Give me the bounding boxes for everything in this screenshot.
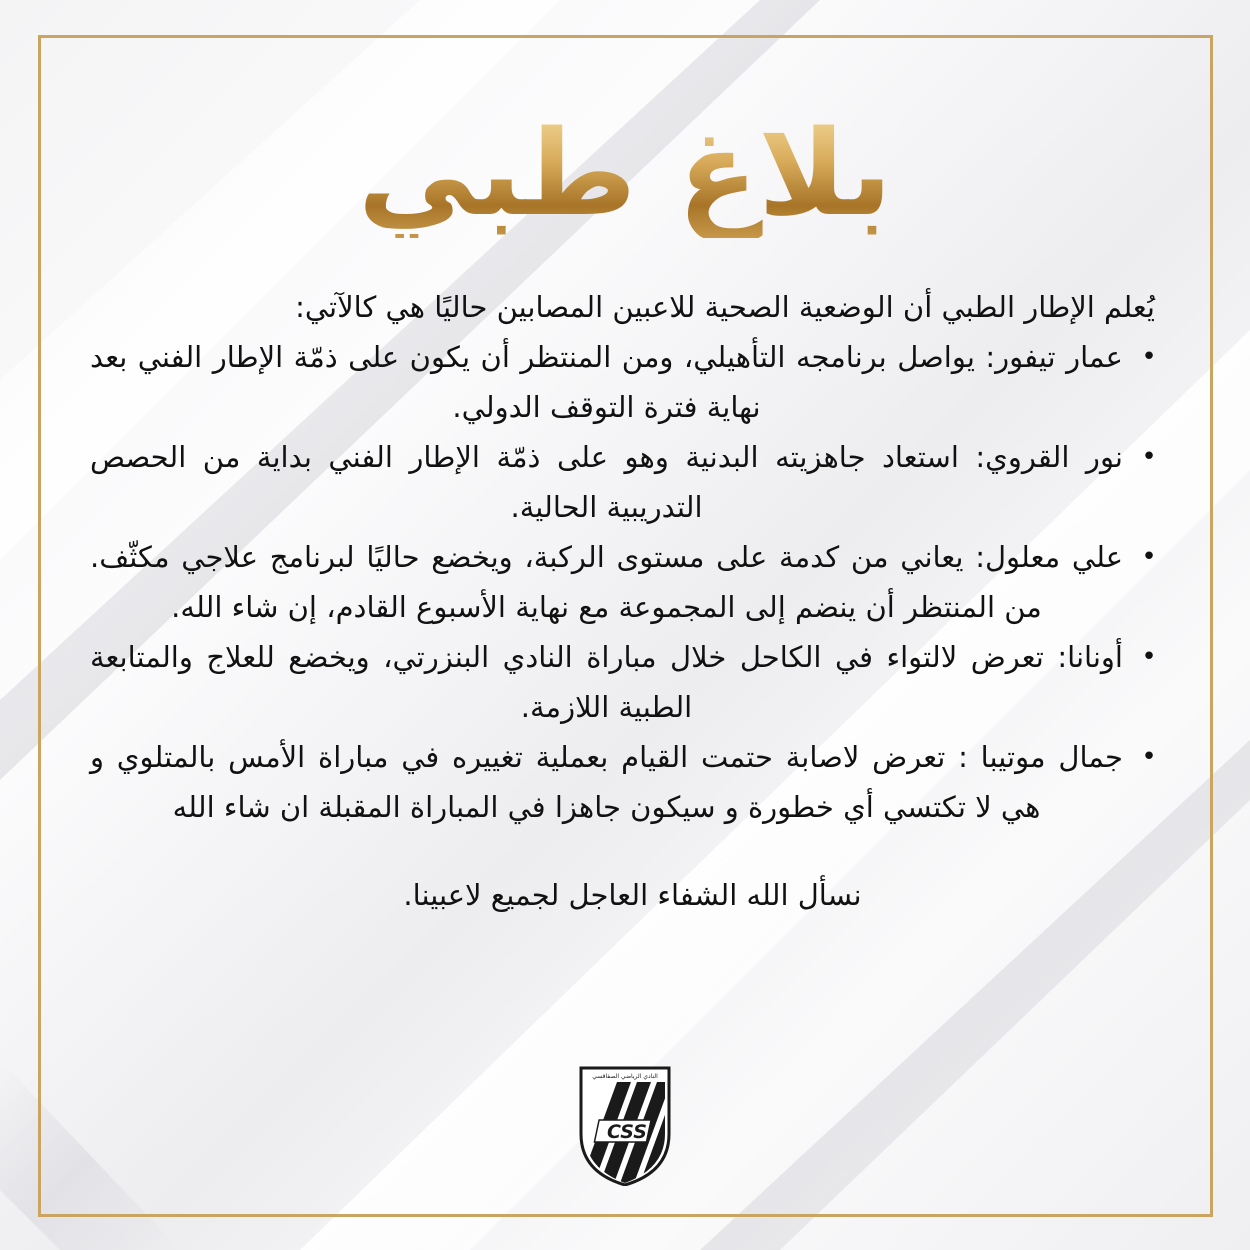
bullet-icon: • [1141, 642, 1157, 672]
bullet-icon: • [1141, 342, 1157, 372]
crest-letters: CSS [607, 1121, 647, 1143]
list-item-text: نور القروي: استعاد جاهزيته البدنية وهو على ذمّة الإطار الفني بداية من الحصص التدريبية الحالية. [90, 440, 1123, 524]
intro-text: يُعلم الإطار الطبي أن الوضعية الصحية للاعبين المصابين حاليًا هي كالآتي: [295, 290, 1155, 324]
closing-text: نسأل الله الشفاء العاجل لجميع لاعبينا. [403, 878, 862, 912]
announcement-body [90, 282, 1175, 949]
crest-arc-text: النادي الرياضي الصفاقسي [592, 1073, 658, 1080]
club-crest-logo [577, 1064, 673, 1186]
list-item [90, 532, 1175, 632]
list-item-text: عمار تيفور: يواصل برنامجه التأهيلي، ومن المنتظر أن يكون على ذمّة الإطار الفني بعد نهاية فترة التوقف الدولي. [90, 340, 1123, 424]
list-item-text: علي معلول: يعاني من كدمة على مستوى الركبة، ويخضع حاليًا لبرنامج علاجي مكثّف. من المنتظر أن ينضم إلى المجموعة مع نهاية الأسبوع القادم، إن شاء الله. [90, 540, 1123, 624]
list-item-text: أونانا: تعرض لالتواء في الكاحل خلال مباراة النادي البنزرتي، ويخضع للعلاج والمتابعة الطبية اللازمة. [90, 640, 1123, 724]
bullet-icon: • [1141, 442, 1157, 472]
bullet-icon: • [1141, 542, 1157, 572]
list-item-text: جمال موتيبا : تعرض لاصابة حتمت القيام بعملية تغييره في مباراة الأمس بالمتلوي و هي لا تكتسي أي خطورة و سيكون جاهزا في المباراة المقبلة ان شاء الله [90, 740, 1123, 824]
list-item [90, 732, 1175, 832]
list-item [90, 332, 1175, 432]
list-item [90, 632, 1175, 732]
list-item [90, 432, 1175, 532]
bullet-icon: • [1141, 742, 1157, 772]
page-title: بلاغ طبي [0, 108, 1250, 238]
